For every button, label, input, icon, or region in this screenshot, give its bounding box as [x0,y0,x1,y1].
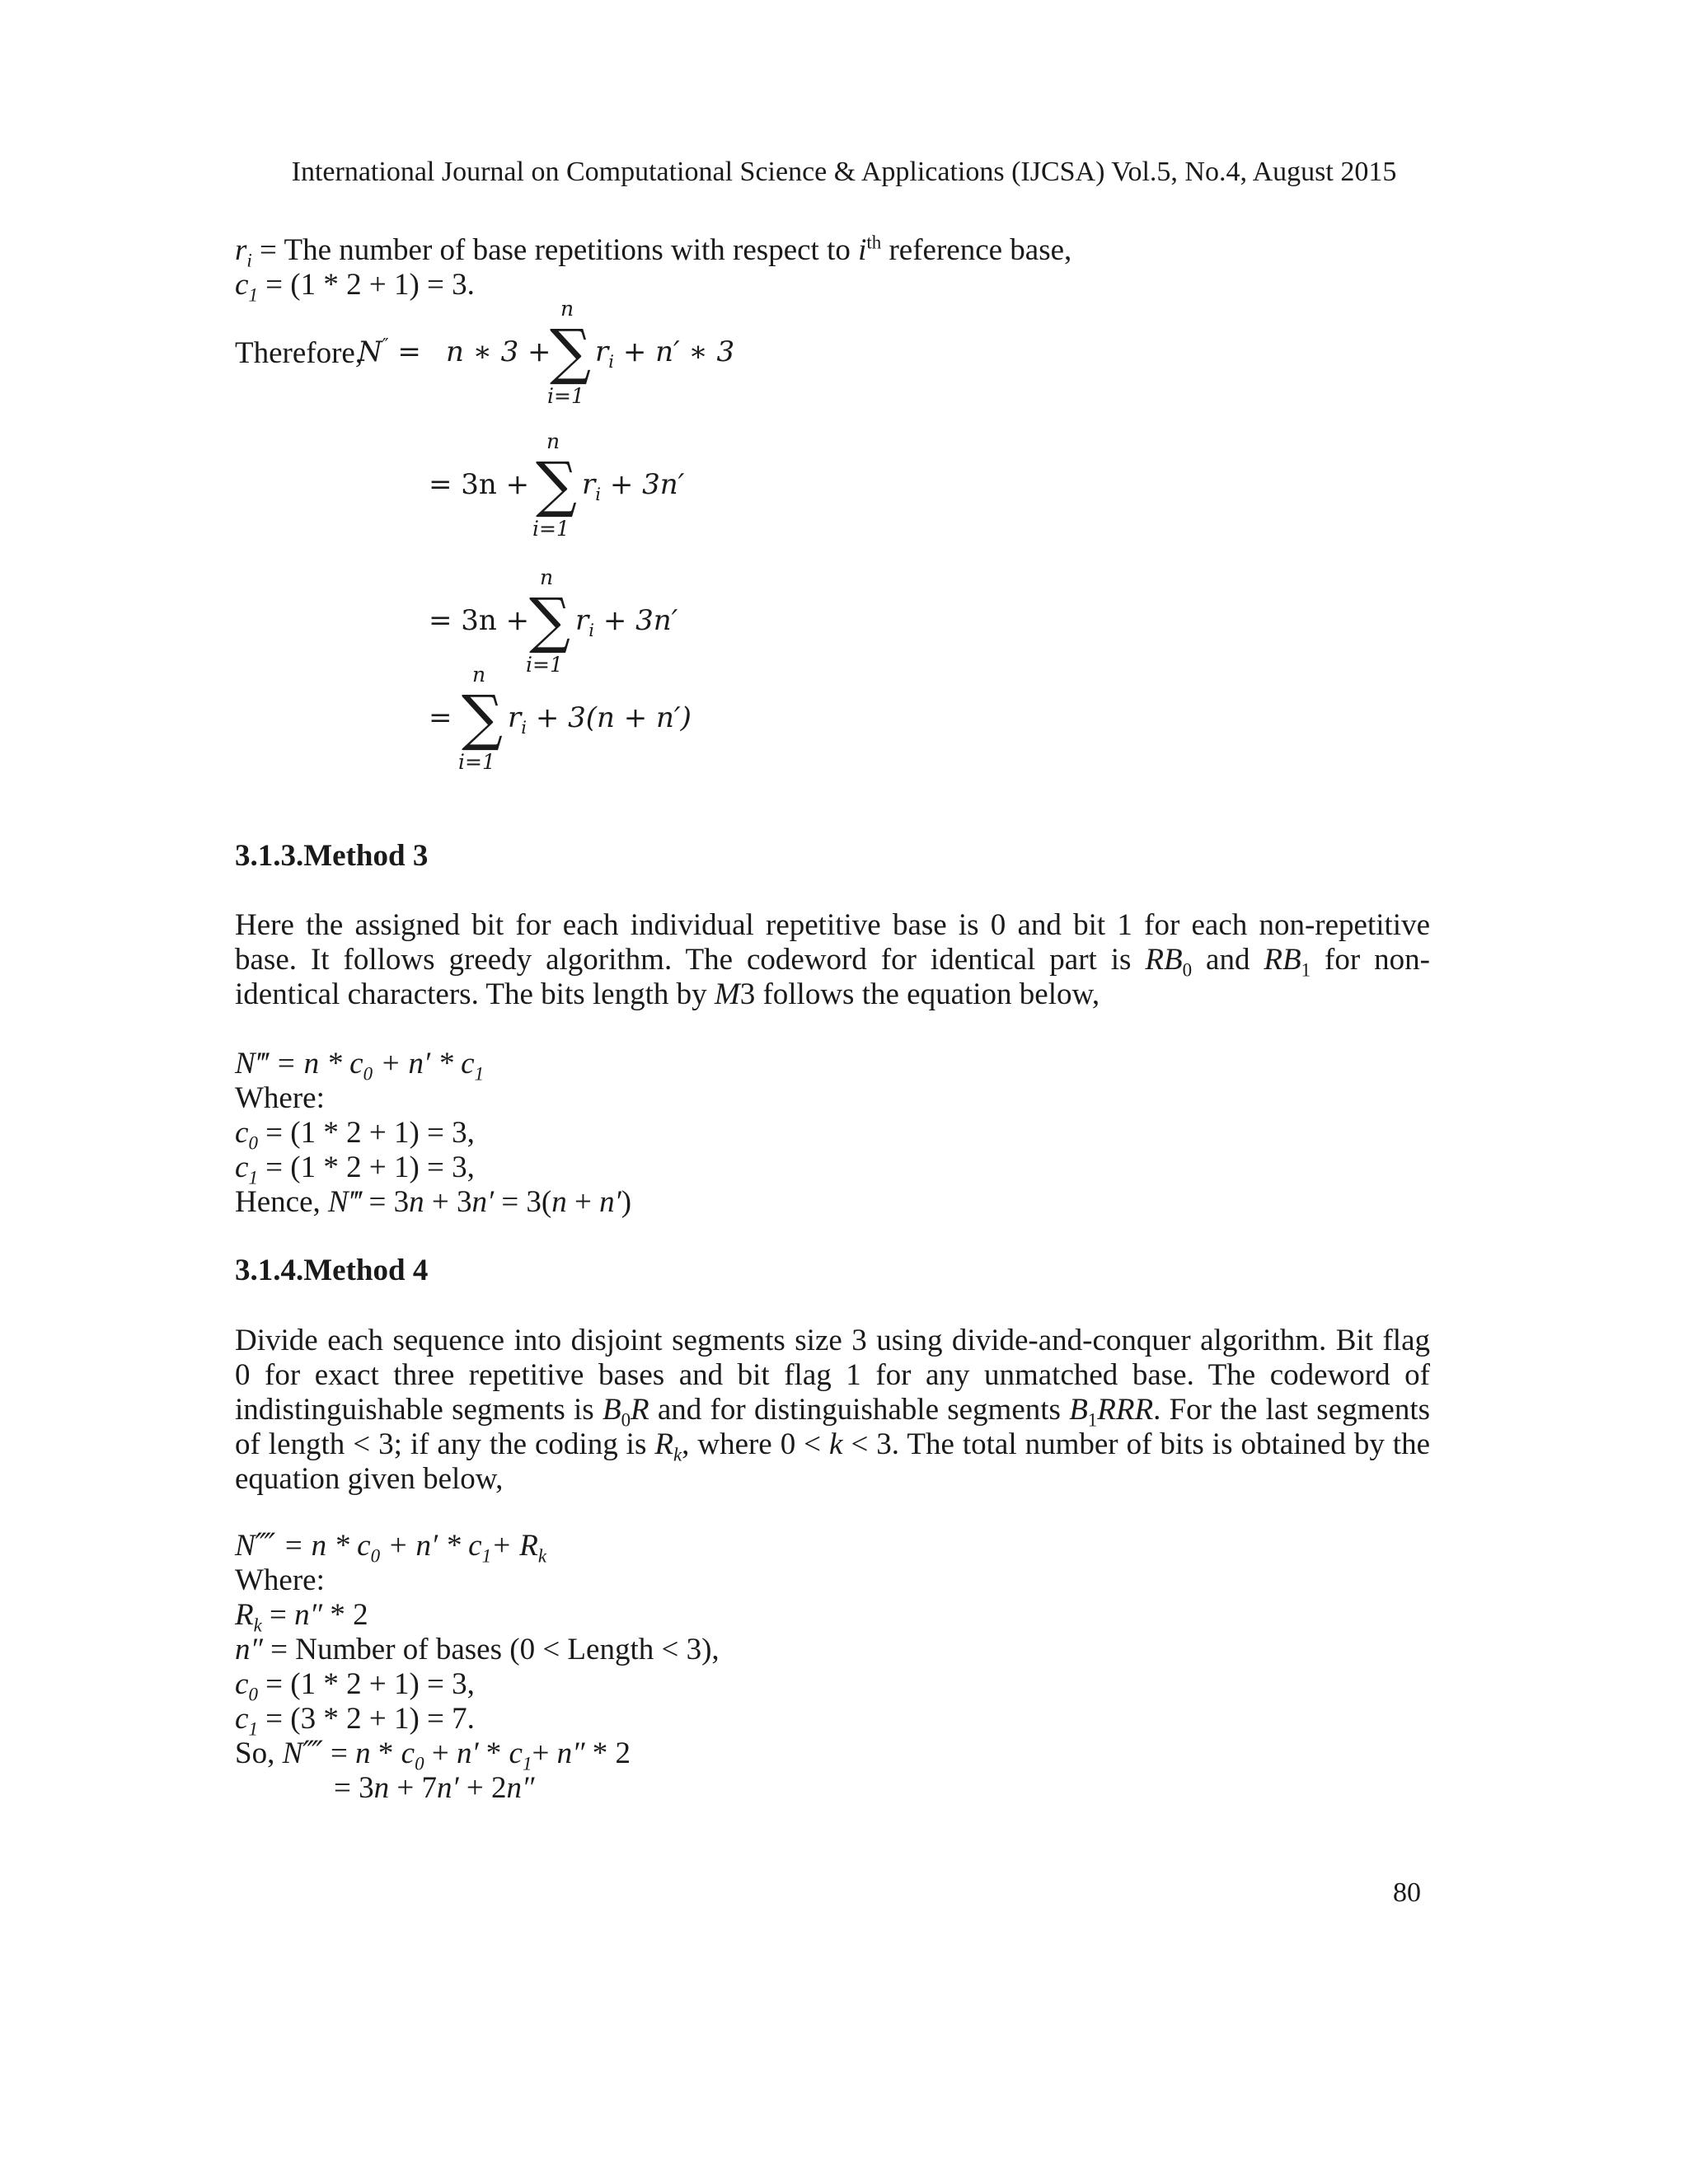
eq1-sum-lower: i=1 [547,384,584,408]
journal-header: International Journal on Computational Science & Applications (IJCSA) Vol.5, No.4, August 2015 [291,157,1397,187]
eq1-rhs-head: n ∗ 3 + [446,335,551,368]
section-heading-method-4: 3.1.4.Method 4 [235,1254,429,1287]
eq1-sum-upper: n [560,297,574,321]
eq1-term: $r_i + n'$ ∗ 3 [595,335,735,372]
method-3-equation: N‴ = $n * c_0 + n' * c_1$ [235,1047,485,1085]
eq3-sum-lower: i=1 [526,653,563,677]
eq2-sum-upper: n [546,429,560,453]
method-4-n2: n″ = Number of bases (0 < Length < 3), [235,1633,720,1666]
method-4-paragraph: Divide each sequence into disjoint segments size 3 using divide-and-conquer algorithm. Bit flag 0 for exact three repetitive bases and bit flag 1 for any unmatched base. The codeword of indistinguishable segments is $B_0R$ and for distinguishable segments $B_1RRR$. For the last segments of length < 3; if any the coding is $R_k$, where 0 < k < 3. The total number of bits is obtained by the equation given below, [235,1324,1431,1496]
eq2-head: = 3n + [429,468,530,501]
section-heading-method-3: 3.1.3.Method 3 [235,839,429,873]
page-number: 80 [1393,1877,1421,1908]
eq2-sigma: ∑ [536,448,577,521]
eq4-sigma: ∑ [462,682,503,754]
method-3-c0: $c_0 = (1 * 2 + 1) = 3$, [235,1116,475,1154]
method-3-paragraph: Here the assigned bit for each individual repetitive base is 0 and bit 1 for each non-repetitive base. It follows greedy algorithm. The codeword for identical part is $RB_0$ and $RB_1$ for non-identical characters. The bits length by M3 follows the equation below, [235,908,1430,1011]
eq2-term: $r_i + 3n'$ [582,468,685,504]
eq1-lhs: N″ = [358,334,421,368]
method-4-equation: N⁗ = $n * c_0 + n' * c_1+ R_k$ [235,1529,547,1567]
method-4-c1: $c_1 = (3 * 2 + 1) = 7$. [235,1702,475,1740]
eq2-sum-lower: i=1 [532,517,570,541]
eq4-head: = [429,701,452,734]
method-3-where: Where: [235,1081,325,1115]
eq3-sigma: ∑ [529,584,570,657]
method-3-c1: $c_1 = (1 * 2 + 1) = 3$, [235,1151,475,1188]
method-4-where: Where: [235,1563,325,1597]
eq3-sum-upper: n [540,565,554,589]
eq1-sigma: ∑ [550,316,591,388]
c1-definition: $c_1 = (1 * 2 + 1) = 3$. [235,268,475,306]
eq4-term: $r_i + 3(n + n')$ [508,701,692,738]
eq4-sum-upper: n [472,663,486,687]
eq3-head: = 3n + [429,604,530,637]
method-4-final: = 3n + 7n′ + 2n″ [334,1771,535,1805]
method-3-hence: Hence, N‴ = 3n + 3n′ = 3(n + n′) [235,1185,632,1219]
method-4-rk: $R_k = n'' * 2$ [235,1598,368,1636]
method-4-c0: $c_0 = (1 * 2 + 1) = 3$, [235,1667,475,1705]
eq3-term: $r_i + 3n'$ [575,604,678,640]
ri-definition: $r_i$ = The number of base repetitions with respect to $i^{th}$ reference base, [235,232,1072,271]
method-4-so: So, N⁗ = $n * c_0 + n' * c_1+ n'' * 2$ [235,1736,631,1774]
eq4-sum-lower: i=1 [458,750,495,774]
therefore-label: Therefore, [235,336,363,370]
